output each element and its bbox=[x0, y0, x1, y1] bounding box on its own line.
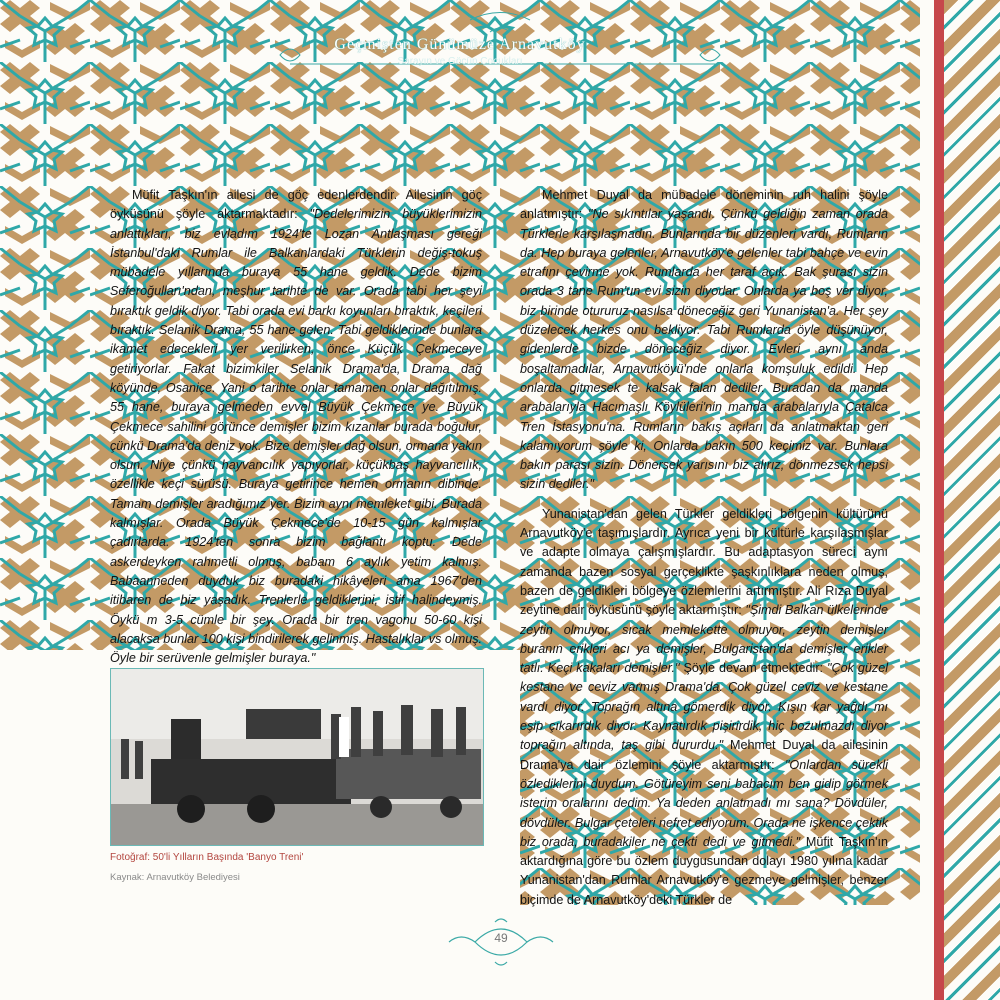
border-strip-pattern bbox=[944, 0, 1000, 1000]
right-p1-intro: Mehmet Duyal da mübadele döneminin ruh halini şöyle anlatmıştır: bbox=[520, 188, 888, 222]
photo-source: Kaynak: Arnavutköy Belediyesi bbox=[110, 872, 240, 883]
train-photo-image bbox=[111, 669, 483, 845]
right-p2-mid-1: Şöyle devam etmektedir: bbox=[679, 661, 828, 676]
right-paragraph-2 bbox=[520, 505, 888, 910]
right-p2-mid-2: Mehmet Duyal da ailesinin Drama'ya dair özlemini şöyle aktarmıştır: bbox=[520, 738, 888, 772]
border-strip-white bbox=[920, 0, 934, 1000]
right-p2-end: Müfit Taşkın'ın aktardığına göre bu özlem duygusundan dolayı 1980 yılına kadar Yunanistan'dan Rumlar Arnavutköy'e gezmeye gelmişler, benzer biçimde de Arnavutköy'deki Türkler de bbox=[520, 834, 889, 907]
right-p2-quote-3: "Onlardan sürekli özlediklerini duydum. Götüreyim seni babacım ben gidip görmek isterim oralarını dedim. Ya deden anlatmadı mı sana? Dövdüler, dövdüler. Bulgar çeteleri nefret ediyorum. Orada ne işkence çektik biz orada, buradakiler ne çekti dedi ve gitmedi." bbox=[520, 757, 888, 849]
right-p1-quote: "Ne sıkıntılar yaşandı. Çünkü geldiğin zaman orada Türklerle karşılaşmadın. Bunlarında bir düzenleri vardı, Rumların da. Hep buraya gelenler, Arnavutköy'e gelenler tabi bahçe ve evin etrafını çevirme yok. Rumlarda her taraf açık. Bak şurası sizin orada 3 tane Rum'un evi sizin diyorlar. Onlarda ya boş ver diyor, biz birinde otururuz nasılsa döneceğiz geri Yunanistan'a. Her şey düzelecek herkes onu bekliyor. Tabi Rumlarda öyle düşünüyor, gidenlerde bizde döneceğiz diyor. Evleri aynı anda boşaltamadılar, Arnavutköyü'nde onlarla komşuluk edildi. Hep onlarda gitmesek te kalsak falan dediler. Buradan da manda arabalarıyla Hacımaşlı Köylüleri'nin manda arabalarıyla Çatalca Tren İstasyonu'na. Rumların bakış açıları da anlatmaktan geri kalamıyorum şöyle ki, Onlarda bakın 500 keçimiz var. Bunlara bakın parası sizin. Dönersek yarısını biz alırız, dönmezsek hepsi sizin dediler." bbox=[520, 207, 888, 492]
left-column bbox=[110, 186, 482, 668]
photo-caption: Fotoğraf: 50'li Yılların Başında 'Banyo Treni' bbox=[110, 852, 304, 863]
page-number-ornament bbox=[445, 916, 557, 968]
header-subtitle: Sarayın ve Göçün Çocukları bbox=[397, 56, 523, 67]
train-photo bbox=[110, 668, 484, 846]
page-header bbox=[0, 36, 920, 67]
right-column bbox=[520, 186, 888, 910]
right-p2-quote-1: "Şimdi Balkan ülkelerinde zeytin olmuyor, sıcak memlekette olmuyor, zeytin demişler buranın erikleri acı ya demişler, Bulgaristan'da demişler erikler tatlı. Keçi kakaları demişler." bbox=[520, 603, 889, 676]
page-number: 49 bbox=[494, 931, 508, 945]
border-strip-red bbox=[934, 0, 944, 1000]
left-intro: Müfit Taşkın'ın ailesi de göç edenlerdendir. Ailesinin göç öyküsünü şöyle aktarmaktadır: bbox=[110, 188, 482, 222]
header-title: Geçmişten Günümüze Arnavutköy bbox=[334, 36, 586, 53]
right-paragraph-1 bbox=[520, 186, 888, 495]
left-paragraph bbox=[110, 186, 482, 668]
right-p2-intro: Yunanistan'dan gelen Türkler geldikleri bölgenin kültürünü Arnavutköy'e taşımışlardır. Ayrıca yeni bir kültürle karşılaşmışlar ve adapte olmaya çalışmışlardır. Bu adaptasyon süreci aynı zamanda bazen sosyal gerçeklikte şaşkınlıklara neden olmuş, bazen de geldikleri bölgeye özlemlerini artırmıştır. Ali Rıza Duyal zeytine dair öyküsünü şöyle aktarmıştır: bbox=[520, 506, 888, 618]
right-p2-quote-2: "Çok güzel kestane ve ceviz varmış Drama'da. Çok güzel ceviz ve kestane vardı diyor. Toprağın altına gömerdik diyor. Kışın kar yağdı mı eşip çıkarırdık diyor. Kaynatırdık pişirirdik, hiç bozulmazdı diyor toprağın altında, taş gibi dururdu." bbox=[520, 661, 888, 753]
left-quote: "Dedelerimizin büyüklerimizin anlattıkları, biz evladım 1924'te Lozan Antlaşması gereği İstanbul'daki Rumlar ile Balkanlardaki Türklerin değiş-tokuş mübadele yıllarında buraya 55 hane geldik. Dede bizim Seferoğulları'ndan, meşhur tarihte de var. Orada tabi her şeyi bıraktık geldik diyor. Tabi orada evi barkı koyunları bıraktık, keçileri bıraktık. Selanik Drama, 55 hane gelen. Tabi geldiklerinde bunlara ikamet edecekleri yer verilirken, önce Küçük Çekmeceye getiriyorlar. Fakat bizimkiler Selanik Drama'da, Drama dağ köyünde, Osaniçe. Yani o tarihte onlar tamamen onlar dağıtılmış. 55 hane, buraya gelmeden evvel Büyük Çekmece ye. Büyük Çekmece sahilini görünce demişler bizim kızanlar burada boğulur, çünkü Drama'da deniz yok. Bize demişler dağ olsun, ormana yakın olsun. Niye çünkü hayvancılık yapıyorlar, küçükbaş hayvancılık, özellikle keçi sürüsü. Buraya getirince hemen ormanın dibinde. Tamam demişler aradığımız yer. Bizim aynı memleket gibi. Burada kalmışlar. Orada Büyük Çekmece'de 10-15 gün kalmışlar çadırlarda. 1924'ten sonra bizim bağlantı koptu. Dede askerdeyken rahmetli olmuş, babam 6 aylık yetim kalmış. Babaanneden duyduk biz buradaki hikâyeleri ama 1967'den itibaren de biz yaşadık. Trenlerle geldiklerini, istif halindeymiş. Öykü m 3-5 cümle bir şey. Orada bir tren vagonu 50-60 kişi alacaksa bunlar 100 kişi bindirilerek gelinmiş. Hastalıklar vs olmuş. Öyle bir serüvenle gelmişler buraya." bbox=[110, 207, 483, 666]
